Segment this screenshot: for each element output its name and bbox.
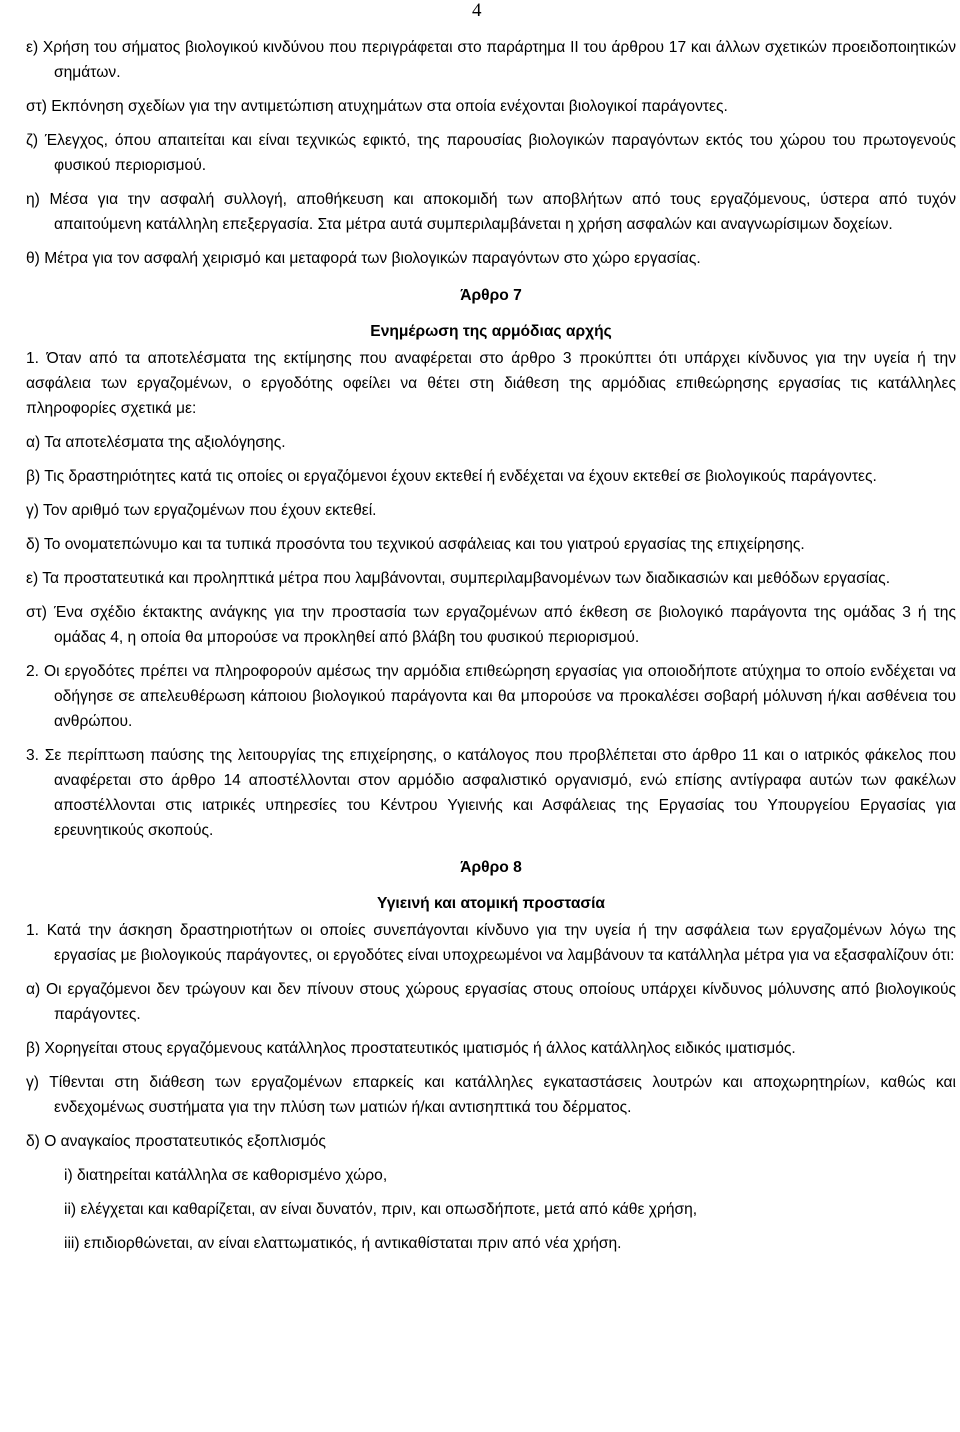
page-number: 4 [472,0,482,21]
article-8-item-c: γ) Τίθενται στη διάθεση των εργαζομένων επαρκείς και κατάλληλες εγκαταστάσεις λουτρών και αποχωρητηρίων, καθώς και ενδεχομένως συστήματα για την πλύση των ματιών ή/και αντισηπτικά του δέρματος. [26,1074,956,1116]
clause-z: ζ) Έλεγχος, όπου απαιτείται και είναι τεχνικώς εφικτό, της παρουσίας βιολογικών παραγόντων εκτός του χώρου του πρωτογενούς φυσικού περιορισμού. [26,132,956,174]
article-7-paragraph-3: 3. Σε περίπτωση παύσης της λειτουργίας της επιχείρησης, ο κατάλογος που προβλέπεται στο άρθρο 11 και ο ιατρικός φάκελος που αναφέρεται στο άρθρο 14 αποστέλλονται στον αρμόδιο ασφαλιστικό οργανισμό, ενώ επίσης αντίγραφα αυτών των φακέλων αποστέλλονται στις ιατρικές υπηρεσίες του Κέντρου Υγιεινής και Ασφάλειας της Εργασίας του Υπουργείου Εργασίας για ερευνητικούς σκοπούς. [26,747,956,839]
article-7-subtitle: Ενημέρωση της αρμόδιας αρχής [370,323,612,340]
clause-st: στ) Εκπόνηση σχεδίων για την αντιμετώπιση ατυχημάτων στα οποία ενέχονται βιολογικοί παράγοντες. [26,98,728,115]
clause-e: ε) Χρήση του σήματος βιολογικού κινδύνου που περιγράφεται στο παράρτημα ΙΙ του άρθρου 17 και άλλων σχετικών προειδοποιητικών σημάτων. [26,39,956,81]
article-7-item-b: β) Τις δραστηριότητες κατά τις οποίες οι εργαζόμενοι έχουν εκτεθεί ή ενδέχεται να έχουν εκτεθεί σε βιολογικούς παράγοντες. [26,468,877,485]
clause-h: η) Μέσα για την ασφαλή συλλογή, αποθήκευση και αποκομιδή των αποβλήτων από τους εργαζόμενους, ύστερα από τυχόν απαιτούμενη κατάλληλη επεξεργασία. Στα μέτρα αυτά συμπεριλαμβάνεται η χρήση ασφαλών και αναγνωρίσιμων δοχείων. [26,191,956,233]
article-7-paragraph-1: 1. Όταν από τα αποτελέσματα της εκτίμησης που αναφέρεται στο άρθρο 3 προκύπτει ότι υπάρχει κίνδυνος για την υγεία ή την ασφάλεια των εργαζομένων, ο εργοδότης οφείλει να θέτει στη διάθεση της αρμόδιας επιθεώρησης εργασίας τις κατάλληλες πληροφορίες σχετικά με: [26,350,956,417]
article-7-item-c: γ) Τον αριθμό των εργαζομένων που έχουν εκτεθεί. [26,502,377,519]
article-8-subtitle: Υγιεινή και ατομική προστασία [377,895,605,912]
clause-th: θ) Μέτρα για τον ασφαλή χειρισμό και μεταφορά των βιολογικών παραγόντων στο χώρο εργασίας. [26,250,701,267]
article-8-title: Άρθρο 8 [460,859,522,876]
article-8-subitem-iii: iii) επιδιορθώνεται, αν είναι ελαττωματικός, ή αντικαθίσταται πριν από νέα χρήση. [64,1235,622,1252]
article-7-paragraph-2: 2. Οι εργοδότες πρέπει να πληροφορούν αμέσως την αρμόδια επιθεώρηση εργασίας για οποιοδήποτε ατύχημα το οποίο ενδέχεται να οδήγησε σε απελευθέρωση κάποιου βιολογικού παράγοντα και θα μπορούσε να προκαλέσει σοβαρή μόλυνση ή/και ασθένεια του ανθρώπου. [26,663,956,730]
article-8-item-d: δ) Ο αναγκαίος προστατευτικός εξοπλισμός [26,1133,326,1150]
document-body [26,35,956,1256]
article-8-item-a: α) Οι εργαζόμενοι δεν τρώγουν και δεν πίνουν στους χώρους εργασίας στους οποίους υπάρχει κίνδυνος μόλυνσης από βιολογικούς παράγοντες. [26,981,956,1023]
article-8-item-b: β) Χορηγείται στους εργαζόμενους κατάλληλος προστατευτικός ιματισμός ή άλλος κατάλληλος ειδικός ιματισμός. [26,1040,796,1057]
article-8-subitem-i: i) διατηρείται κατάλληλα σε καθορισμένο χώρο, [64,1167,388,1184]
article-8-subitem-ii: ii) ελέγχεται και καθαρίζεται, αν είναι δυνατόν, πριν, και οπωσδήποτε, μετά από κάθε χρήση, [64,1201,698,1218]
article-7-item-d: δ) Το ονοματεπώνυμο και τα τυπικά προσόντα του τεχνικού ασφάλειας και του γιατρού εργασίας της επιχείρησης. [26,536,805,553]
article-7-item-e: ε) Τα προστατευτικά και προληπτικά μέτρα που λαμβάνονται, συμπεριλαμβανομένων των διαδικασιών και μεθόδων εργασίας. [26,570,891,587]
article-7-item-a: α) Τα αποτελέσματα της αξιολόγησης. [26,434,286,451]
article-7-item-st: στ) Ένα σχέδιο έκτακτης ανάγκης για την προστασία των εργαζομένων από έκθεση σε βιολογικό παράγοντα της ομάδας 3 ή της ομάδας 4, η οποία θα μπορούσε να προκληθεί από βλάβη του φυσικού περιορισμού. [26,604,956,646]
article-8-paragraph-1: 1. Κατά την άσκηση δραστηριοτήτων οι οποίες συνεπάγονται κίνδυνο για την υγεία ή την ασφάλεια των εργαζομένων λόγω της εργασίας με βιολογικούς παράγοντες, οι εργοδότες είναι υποχρεωμένοι να λαμβάνουν τα κατάλληλα μέτρα για να εξασφαλίζουν ότι: [26,922,956,964]
article-7-title: Άρθρο 7 [460,287,522,304]
